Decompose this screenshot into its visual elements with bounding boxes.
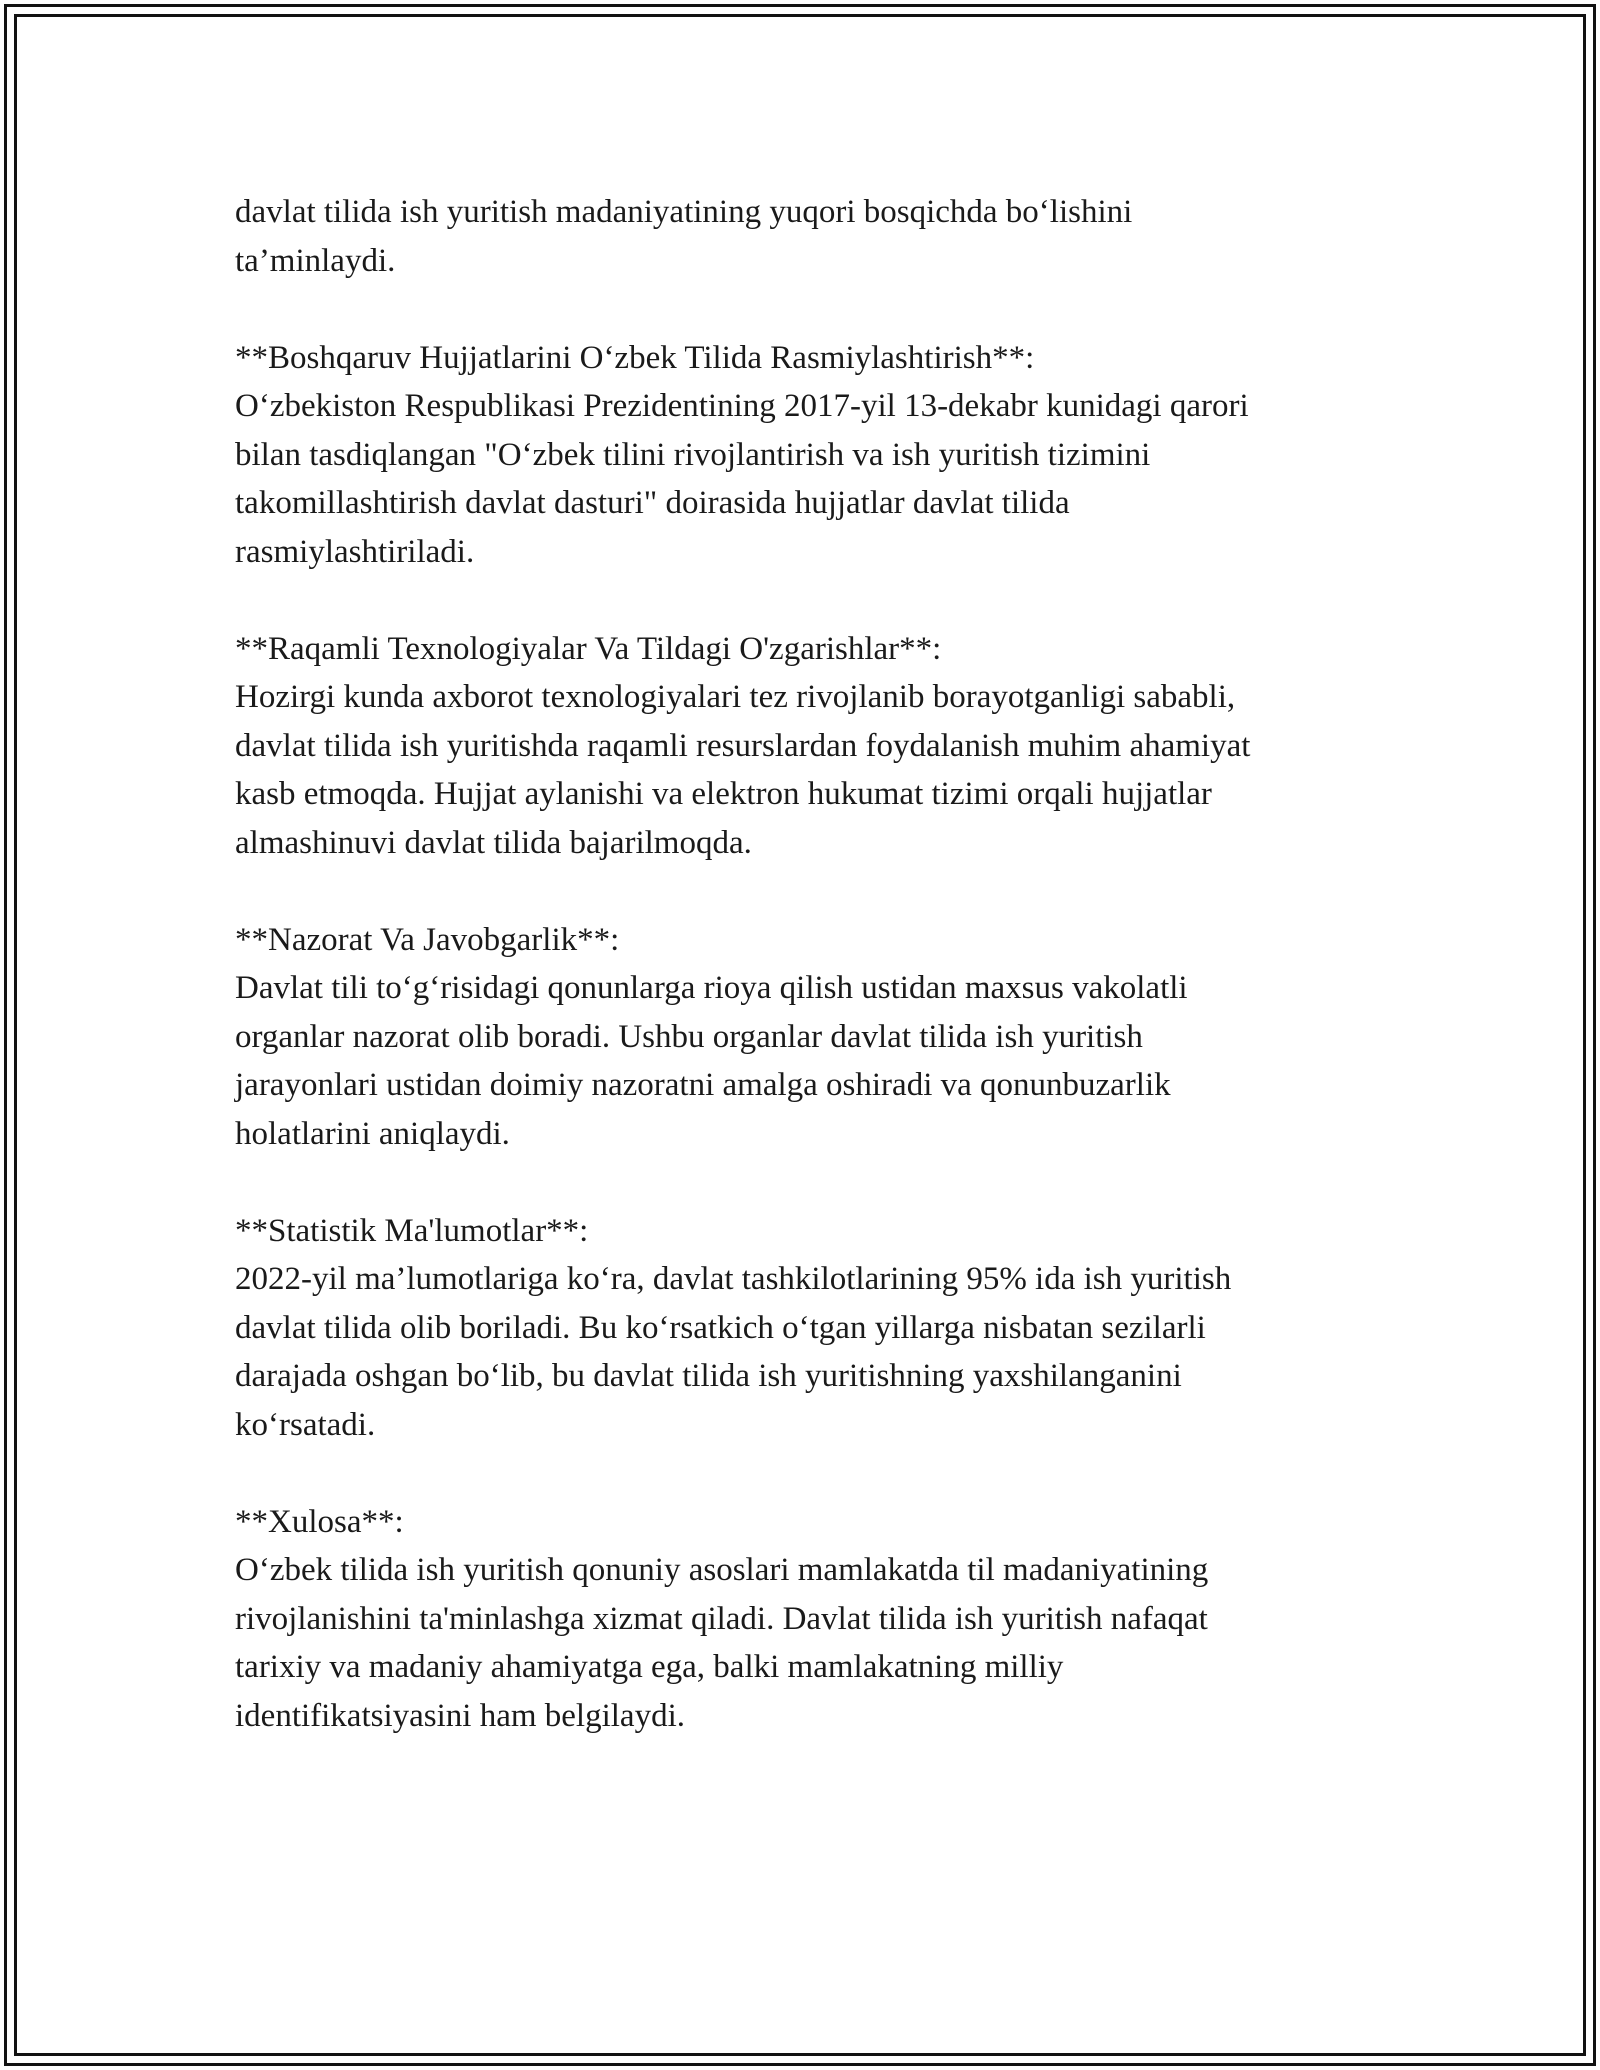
text-line: darajada oshgan bo‘lib, bu davlat tilida ish yuritishning yaxshilanganini	[235, 1358, 1182, 1394]
section-statistik	[235, 1207, 1415, 1450]
text-line: holatlarini aniqlaydi.	[235, 1115, 510, 1152]
text-line: tarixiy va madaniy ahamiyatga ega, balki mamlakatning milliy	[235, 1649, 1064, 1685]
text-line: davlat tilida olib boriladi. Bu ko‘rsatkich o‘tgan yillarga nisbatan sezilarli	[235, 1309, 1206, 1346]
text-line: Hozirgi kunda axborot texnologiyalari tez rivojlanib borayotganligi sababli,	[235, 679, 1236, 715]
text-line: O‘zbekiston Respublikasi Prezidentining 2017-yil 13-dekabr kunidagi qarori	[235, 388, 1249, 424]
text-line: O‘zbek tilida ish yuritish qonuniy asoslari mamlakatda til madaniyatining	[235, 1552, 1209, 1588]
text-line: organlar nazorat olib boradi. Ushbu organlar davlat tilida ish yuritish	[235, 1018, 1143, 1055]
section-heading: **Raqamli Texnologiyalar Va Tildagi O'zgarishlar**:	[235, 630, 942, 667]
text-line: almashinuvi davlat tilida bajarilmoqda.	[235, 824, 752, 861]
text-line: 2022-yil ma’lumotlariga ko‘ra, davlat tashkilotlarining 95% ida ish yuritish	[235, 1261, 1232, 1297]
text-line: bilan tasdiqlangan "O‘zbek tilini rivojlantirish va ish yuritish tizimini	[235, 436, 1151, 473]
section-heading: **Statistik Ma'lumotlar**:	[235, 1212, 589, 1249]
text-line: ko‘rsatadi.	[235, 1406, 376, 1443]
text-line: jarayonlari ustidan doimiy nazoratni amalga oshiradi va qonunbuzarlik	[235, 1067, 1171, 1103]
text-line: takomillashtirish davlat dasturi" doirasida hujjatlar davlat tilida	[235, 485, 1070, 521]
section-heading: **Nazorat Va Javobgarlik**:	[235, 921, 620, 958]
text-line: rasmiylashtiriladi.	[235, 533, 475, 570]
text-line: kasb etmoqda. Hujjat aylanishi va elektron hukumat tizimi orqali hujjatlar	[235, 776, 1212, 812]
text-line: davlat tilida ish yuritish madaniyatining yuqori bosqichda bo‘lishini	[235, 194, 1133, 230]
text-line: ta’minlaydi.	[235, 242, 396, 279]
section-xulosa	[235, 1498, 1415, 1741]
section-raqamli	[235, 625, 1415, 868]
intro-paragraph	[235, 188, 1415, 285]
section-heading: **Xulosa**:	[235, 1503, 404, 1540]
document-body	[235, 188, 1415, 1740]
section-nazorat	[235, 916, 1415, 1159]
text-line: identifikatsiyasini ham belgilaydi.	[235, 1697, 685, 1734]
text-line: rivojlanishini ta'minlashga xizmat qiladi. Davlat tilida ish yuritish nafaqat	[235, 1600, 1208, 1637]
text-line: Davlat tili to‘g‘risidagi qonunlarga rioya qilish ustidan maxsus vakolatli	[235, 970, 1188, 1006]
section-heading: **Boshqaruv Hujjatlarini O‘zbek Tilida Rasmiylashtirish**:	[235, 339, 1035, 376]
section-boshqaruv	[235, 334, 1415, 577]
text-line: davlat tilida ish yuritishda raqamli resurslardan foydalanish muhim ahamiyat	[235, 727, 1251, 764]
